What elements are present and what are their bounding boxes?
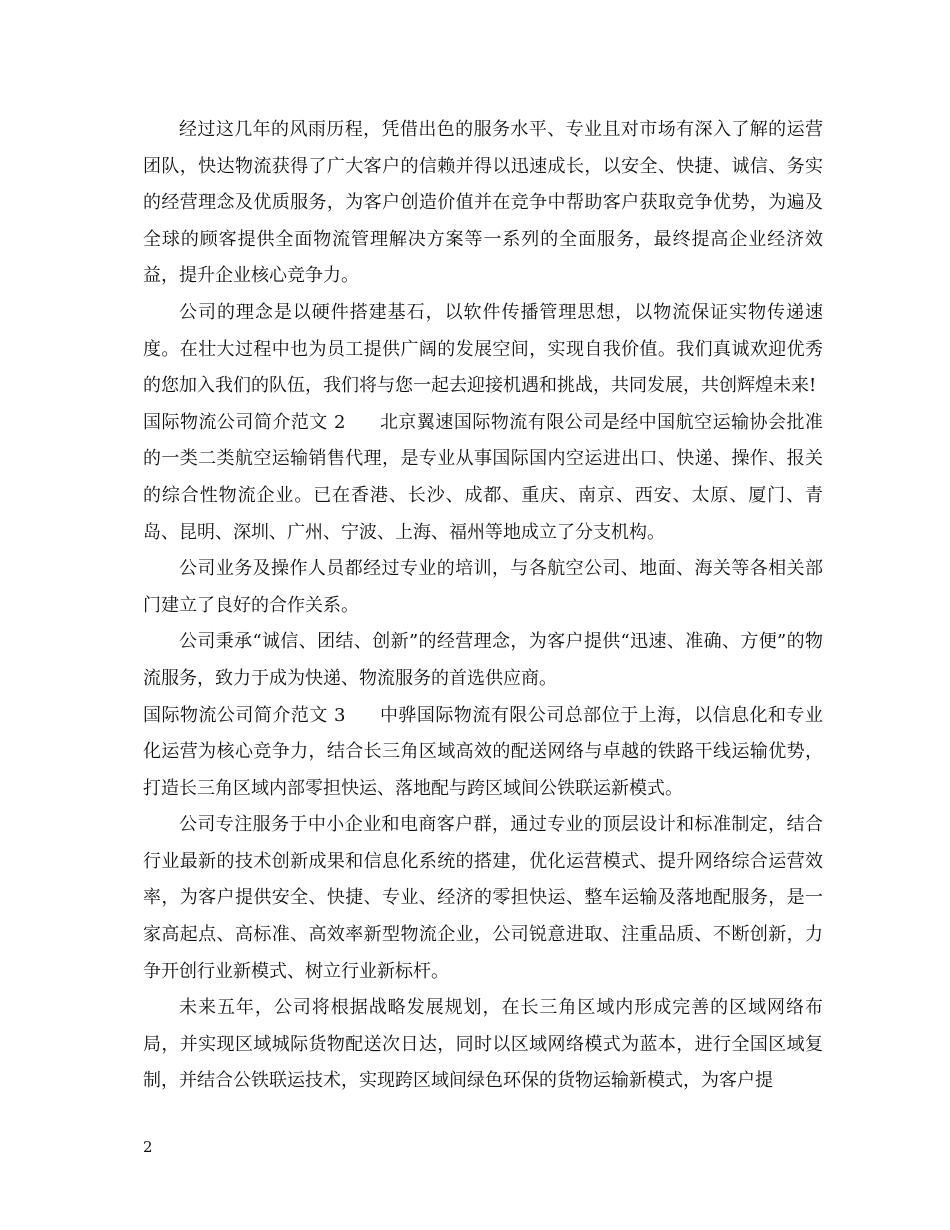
paragraph-text: 公司专注服务于中小企业和电商客户群，通过专业的顶层设计和标准制定，结合行业最新的技术创新成果和信息化系统的搭建，优化运营模式、提升网络综合运营效率，为客户提供安全、快捷、专业、经济的零担快运、整车运输及落地配服务，是一家高起点、高标准、高效率新型物流企业，公司锐意进取、注重品质、不断创新，力争开创行业新模式、树立行业新标杆。 bbox=[143, 814, 823, 982]
paragraph-text: 未来五年，公司将根据战略发展规划，在长三角区域内形成完善的区域网络布局，并实现区域城际货物配送次日达，同时以区域网络模式为蓝本，进行全国区域复制，并结合公铁联运技术，实现跨区域间绿色环保的货物运输新模式，为客户提 bbox=[143, 997, 823, 1092]
paragraph-business-philosophy bbox=[143, 624, 823, 697]
paragraph-service-focus bbox=[143, 807, 823, 990]
paragraph-text: 公司的理念是以硬件搭建基石，以软件传播管理思想，以物流保证实物传递速度。在壮大过程中也为员工提供广阔的发展空间，实现自我价值。我们真诚欢迎优秀的您加入我们的队伍，我们将与您一起去迎接机遇和挑战，共同发展，共创辉煌未来! bbox=[143, 301, 823, 397]
document-body bbox=[143, 112, 823, 1100]
paragraph-company-history bbox=[143, 112, 823, 295]
paragraph-sample-3 bbox=[143, 698, 823, 808]
paragraph-text: 公司业务及操作人员都经过专业的培训，与各航空公司、地面、海关等各相关部门建立了良好的合作关系。 bbox=[143, 558, 823, 616]
paragraph-text: 经过这几年的风雨历程，凭借出色的服务水平、专业且对市场有深入了解的运营团队，快达物流获得了广大客户的信赖并得以迅速成长，以安全、快捷、诚信、务实的经营理念及优质服务，为客户创造价值并在竞争中帮助客户获取竞争优势，为遍及全球的顾客提供全面物流管理解决方案等一系列的全面服务，最终提高企业经济效益，提升企业核心竞争力。 bbox=[143, 119, 823, 287]
paragraph-five-year-plan bbox=[143, 990, 823, 1100]
section-heading: 国际物流公司简介范文 2 bbox=[143, 411, 346, 433]
paragraph-staff-training bbox=[143, 551, 823, 624]
page-number: 2 bbox=[143, 1138, 153, 1156]
paragraph-text: 公司秉承“诚信、团结、创新”的经营理念，为客户提供“迅速、准确、方便”的物流服务，致力于成为快递、物流服务的首选供应商。 bbox=[143, 631, 823, 689]
paragraph-sample-2 bbox=[143, 405, 823, 551]
paragraph-company-philosophy bbox=[143, 295, 823, 405]
paragraph-text: 中骅国际物流有限公司总部位于上海，以信息化和专业化运营为核心竞争力，结合长三角区域高效的配送网络与卓越的铁路干线运输优势，打造长三角区域内部零担快运、落地配与跨区域间公铁联运新模式。 bbox=[143, 704, 823, 799]
paragraph-text: 北京翼速国际物流有限公司是经中国航空运输协会批准的一类二类航空运输销售代理，是专业从事国际国内空运进出口、快递、操作、报关的综合性物流企业。已在香港、长沙、成都、重庆、南京、西安、太原、厦门、青岛、昆明、深圳、广州、宁波、上海、福州等地成立了分支机构。 bbox=[143, 411, 823, 543]
section-heading: 国际物流公司简介范文 3 bbox=[143, 704, 346, 726]
